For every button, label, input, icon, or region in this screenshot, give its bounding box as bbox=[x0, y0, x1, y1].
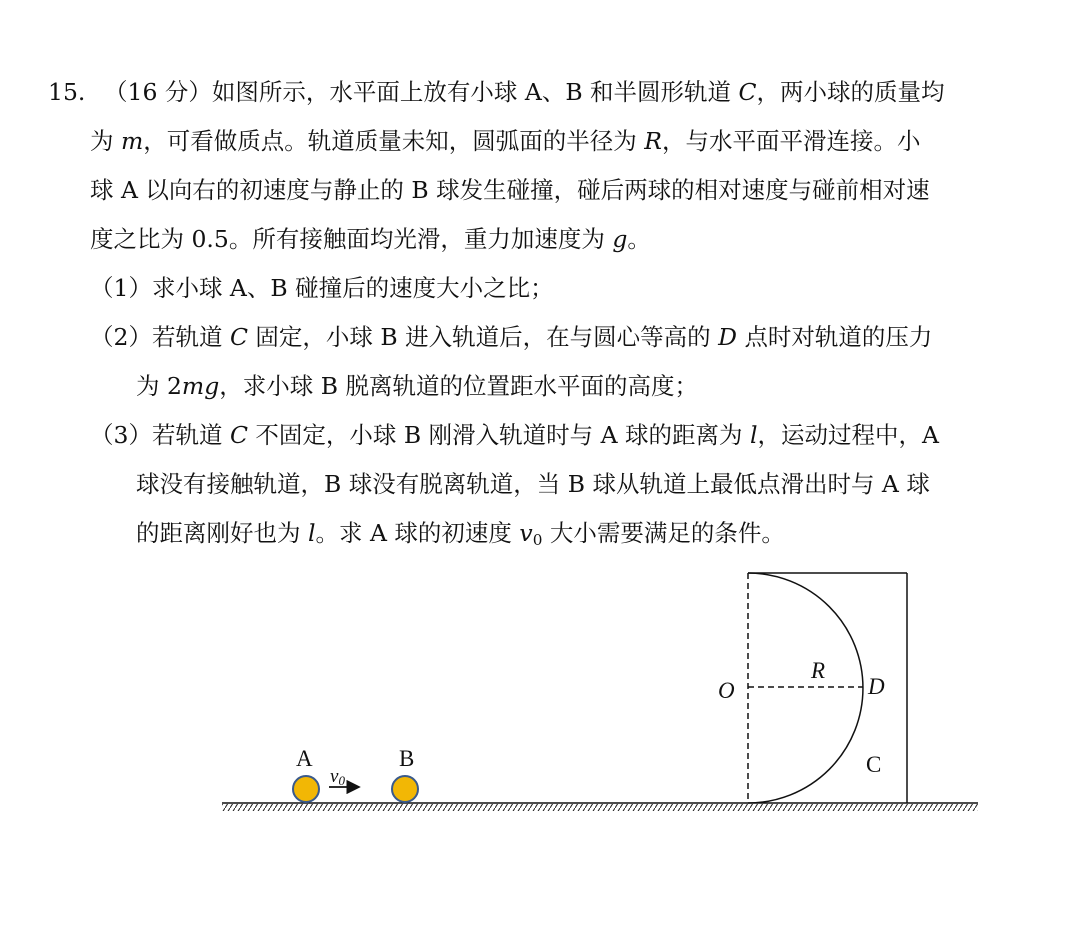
ball-a-label: A bbox=[296, 746, 313, 771]
intro-text: 球 A 以向右的初速度与静止的 B 球发生碰撞，碰后两球的相对速度与碰前相对速 bbox=[90, 176, 930, 204]
question-1 bbox=[48, 264, 1038, 313]
question-3-line-2 bbox=[48, 460, 1038, 509]
question-3-text: 大小需要满足的条件。 bbox=[549, 519, 785, 547]
question-3-text: （3）若轨道 bbox=[90, 421, 223, 449]
problem-points: （16 分） bbox=[104, 78, 212, 106]
center-label: O bbox=[718, 678, 735, 703]
var-g: g bbox=[612, 225, 628, 253]
question-3-text: ，运动过程中，A bbox=[757, 421, 940, 449]
intro-text: 为 bbox=[90, 127, 114, 155]
track-label: C bbox=[866, 752, 882, 777]
question-2-text: 固定，小球 B 进入轨道后，在与圆心等高的 bbox=[255, 323, 711, 351]
question-3-text: 球没有接触轨道，B 球没有脱离轨道，当 B 球从轨道上最低点滑出时与 A 球 bbox=[136, 470, 930, 498]
question-2-text: ，求小球 B 脱离轨道的位置距水平面的高度； bbox=[219, 372, 698, 400]
semicircular-track bbox=[748, 573, 863, 803]
question-3-line-1 bbox=[48, 411, 1038, 460]
intro-text: ，可看做质点。轨道质量未知，圆弧面的半径为 bbox=[143, 127, 637, 155]
question-1-text: （1）求小球 A、B 碰撞后的速度大小之比； bbox=[90, 274, 554, 302]
ground-hatching bbox=[222, 804, 978, 811]
problem-line-2 bbox=[48, 117, 1038, 166]
var-c: C bbox=[738, 78, 757, 106]
intro-text: 度之比为 0.5。所有接触面均光滑，重力加速度为 bbox=[90, 225, 605, 253]
question-2-text: 为 2 bbox=[136, 372, 182, 400]
problem-line-1 bbox=[48, 68, 1038, 117]
question-2-line-1 bbox=[48, 313, 1038, 362]
var-c: C bbox=[229, 323, 248, 351]
question-3-line-3 bbox=[48, 509, 1038, 558]
velocity-label: v0 bbox=[330, 766, 345, 788]
question-3-text: 。求 A 球的初速度 bbox=[315, 519, 512, 547]
problem-text bbox=[48, 68, 1038, 558]
question-3-text: 不固定，小球 B 刚滑入轨道时与 A 球的距离为 bbox=[255, 421, 743, 449]
point-d-label: D bbox=[868, 674, 885, 699]
question-3-text: 的距离刚好也为 bbox=[136, 519, 301, 547]
ball-b bbox=[392, 776, 418, 802]
problem-line-4 bbox=[48, 215, 1038, 264]
question-2-text: 点时对轨道的压力 bbox=[744, 323, 933, 351]
intro-text: ，与水平面平滑连接。小 bbox=[661, 127, 921, 155]
var-mg: mg bbox=[181, 372, 220, 400]
problem-line-3 bbox=[48, 166, 1038, 215]
intro-text: ，两小球的质量均 bbox=[756, 78, 945, 106]
ball-b-label: B bbox=[399, 746, 415, 771]
question-2-text: （2）若轨道 bbox=[90, 323, 223, 351]
ball-a bbox=[293, 776, 319, 802]
var-c: C bbox=[229, 421, 248, 449]
diagram bbox=[0, 560, 1080, 831]
var-v: v bbox=[519, 519, 533, 547]
intro-text: 。 bbox=[627, 225, 651, 253]
var-l: l bbox=[750, 421, 758, 449]
intro-text: 如图所示，水平面上放有小球 A、B 和半圆形轨道 bbox=[211, 78, 732, 106]
var-m: m bbox=[120, 127, 144, 155]
var-l: l bbox=[307, 519, 316, 547]
question-2-line-2 bbox=[48, 362, 1038, 411]
radius-label: R bbox=[811, 658, 826, 683]
problem-number: 15. bbox=[48, 78, 86, 106]
var-v-subscript: 0 bbox=[532, 530, 543, 549]
var-r: R bbox=[644, 127, 662, 155]
var-d: D bbox=[718, 323, 737, 351]
